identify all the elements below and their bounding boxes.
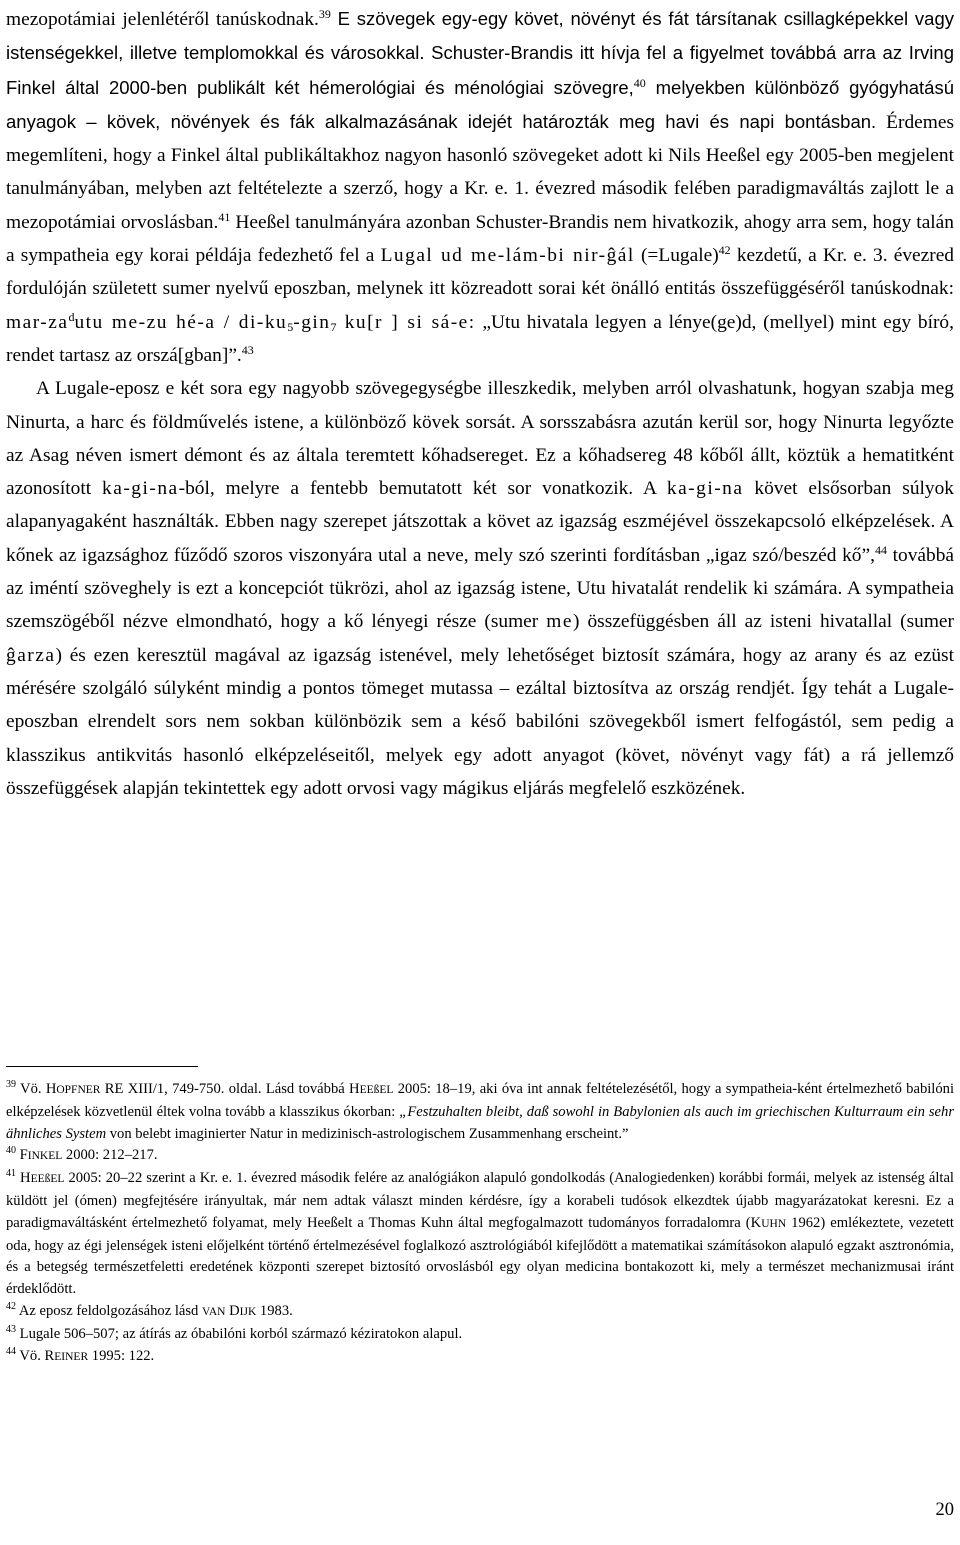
text-run: kezdetű, a Kr. e. 3. évezred fordulóján született sumer nyelvű eposzban, melynek itt közreadott sorai két önálló entitás összefüggéséről tanúskodnak: xyxy=(6,245,954,300)
transliteration: ka-gi-na xyxy=(102,478,179,500)
text-run: melyekben különböző gyógyhatású anyagok – kövek, növények és fák alkalmazásának idejét határozták meg havi és napi bontásban. xyxy=(6,76,954,132)
text-run: Érdemes megemlíteni, hogy a Finkel által publikáltakhoz nagyon hasonló szövegeket adott ki Nils Heeßel egy 2005-ben megjelent tanulmányában, melyben azt feltételezte a szerző, hogy a Kr. e. 1. évezred második felében paradigmaváltás zajlott le a mezopotámiai orvoslásban. xyxy=(6,111,955,233)
footnote-number: 44 xyxy=(6,1345,16,1357)
small-caps: IJK xyxy=(239,1305,257,1318)
footnote-number: 42 xyxy=(6,1300,16,1312)
determinative: d xyxy=(68,309,75,324)
small-caps: EEßEL xyxy=(359,1084,394,1096)
text-run: Vö. H xyxy=(16,1081,57,1097)
text-run: F xyxy=(16,1147,28,1164)
text-run: Lugale 506–507; az átírás az óbabilóni korból származó kéziratokon alapul. xyxy=(16,1325,463,1342)
transliteration: me xyxy=(546,611,573,633)
text-run: D xyxy=(225,1302,240,1319)
footnote-ref-43[interactable]: 43 xyxy=(241,342,254,357)
paragraph-2 xyxy=(6,372,954,805)
text-run: 2005: 18–19, aki óva int annak feltételezésétől, hogy a sympatheia-ként értelmezhető babilóni elképzelések közvetlenül éltek volna tovább a klasszikus ókorban: xyxy=(6,1081,954,1120)
transliteration: mar-za xyxy=(6,311,69,333)
transliteration: ka-gi-na xyxy=(666,478,744,500)
main-text xyxy=(6,2,954,805)
transliteration: Lugal ud me-lám-bi nir-ĝál xyxy=(380,245,635,267)
transliteration: utu me-zu hé-a / di-ku xyxy=(74,311,288,333)
footnote-ref-40[interactable]: 40 xyxy=(633,75,646,90)
footnotes xyxy=(6,1079,954,1368)
text-run: RE XIII/1, 749-750. oldal. Lásd továbbá H xyxy=(100,1081,360,1097)
page-number: 20 xyxy=(935,1500,954,1520)
footnote-41 xyxy=(6,1168,954,1301)
small-caps: EEßEL xyxy=(30,1173,65,1186)
text-run: Heeßel tanulmányára azonban Schuster-Brandis nem hivatkozik, ahogy arra sem, hogy talán a sympatheia egy korai példája fedezhető fel a xyxy=(6,211,954,267)
paragraph-1 xyxy=(6,2,954,372)
small-caps: VAN xyxy=(202,1305,226,1318)
subscript: 7 xyxy=(330,319,337,334)
small-caps: INKEL xyxy=(27,1150,63,1163)
small-caps: OPFNER xyxy=(56,1084,101,1096)
footnote-ref-41[interactable]: 41 xyxy=(218,209,231,224)
text-run: 2000: 212–217. xyxy=(62,1147,158,1164)
footnote-40 xyxy=(6,1145,954,1168)
text-run: mezopotámiai jelenlétéről tanúskodnak. xyxy=(6,9,319,30)
text-run: „Utu hivatala legyen a lénye(ge)d, (mellyel) mint egy bíró, rendet tartasz az orszá[gban]”. xyxy=(6,311,954,366)
text-run: E szövegek egy-egy követ, növényt és fát társítanak csillagképekkel vagy istenségekkel, illetve templomokkal és városokkal. Schuster-Brandis itt hívja fel a figyelmet továbbá arra az Irving Finkel által 2000-ben publikált két hémerológiai és ménológiai szövegre, xyxy=(6,8,954,98)
text-run: (=Lugale) xyxy=(634,245,719,267)
text-run: H xyxy=(16,1170,31,1187)
footnote-ref-42[interactable]: 42 xyxy=(718,243,731,258)
text-run: A Lugale-eposz e két sora egy nagyobb szövegegységbe illeszkedik, melyben arról olvashatunk, hogyan szabja meg Ninurta, a harc és földművelés istene, a különböző kövek sorsát. A sorsszabásra azután kerül sor, hogy Ninurta legyőzte az Asag néven ismert démont és az általa teremtett kőhadsereget. Ez a kőhadsereg 48 kőből állt, köztük a hematitként azonosított xyxy=(6,378,954,500)
italic-quote: „Festzuhalten bleibt, daß sowohl in Babylonien als auch im griechischen Kulturraum ein sehr ähnliches System xyxy=(6,1103,954,1142)
footnote-number: 39 xyxy=(6,1079,16,1090)
transliteration: ku[r ] si sá-e: xyxy=(336,311,476,333)
small-caps: EINER xyxy=(54,1350,89,1363)
text-run: 1983. xyxy=(256,1302,293,1319)
footnote-divider xyxy=(6,1066,198,1067)
footnote-44 xyxy=(6,1346,954,1369)
subscript: 5 xyxy=(287,319,294,334)
text-run: Vö. R xyxy=(16,1347,55,1364)
text-run: ) és ezen keresztül magával az igazság istenével, mely lehetőséget biztosít számára, hogy az arany és az ezüst mérésére szolgáló súlyként mindig a pontos tömeget mutassa – ezáltal biztosítva az ország rendjét. Így tehát a Lugale-eposzban elrendelt sors nem sokban különbözik sem a késő babilóni szövegekből ismert felfogástól, sem pedig a klasszikus antikvitás hasonló elképzeléseitől, melyek egy adott anyagot (követ, növényt vagy fát) a rá jellemző összefüggések alapján tekintettek egy adott orvosi vagy mágikus eljárás megfelelő eszközének. xyxy=(6,644,954,799)
text-run: 2005: 20–22 szerint a Kr. e. 1. évezred második felére az analógiákon alapuló gondolkodás (Analogiedenken) korábbi formái, melyek az istenség által küldött jel (ómen) megfejtésére irányultak, már nem adtak választ minden kérdésre, így a korabeli tudósok elkezdtek újabb magyarázatokat keresni. Ez a paradigmaváltásként értelmezhető folyamat, mely Heeßelt a Thomas Kuhn által megfogalmazott tudományos forradalomra (K xyxy=(6,1170,954,1231)
footnote-number: 40 xyxy=(6,1145,16,1157)
transliteration: -gin xyxy=(293,311,331,333)
text-run: továbbá az iméntí szöveghely is ezt a koncepciót tükrözi, ahol az igazság istene, Utu hivatalát rendelik ki számára. A sympatheia szemszögéből nézve elmondható, hogy a kő lényegi része (sumer xyxy=(6,544,955,633)
text-run: von belebt imaginierter Natur in medizinisch-astrologischem Zusammenhang erscheint.” xyxy=(106,1125,629,1142)
text-run: 1995: 122. xyxy=(88,1347,155,1364)
text-run: -ból, melyre a fentebb bemutatott két sor vonatkozik. A xyxy=(178,478,667,500)
footnote-number: 43 xyxy=(6,1323,16,1335)
footnote-number: 41 xyxy=(6,1168,16,1180)
small-caps: UHN xyxy=(761,1217,787,1230)
text-run: ) összefüggésben áll az isteni hivatallal (sumer xyxy=(572,611,954,633)
footnote-ref-39[interactable]: 39 xyxy=(318,7,331,21)
footnote-42 xyxy=(6,1301,954,1324)
text-run: 1962) emlékeztete, vezetett oda, hogy az égi jelenségek isteni előjelként történő értelmezésével foglalkozó asztrológiából kifejlődött a matematikai számításokon alapuló egzakt asztronómia, és a betegség természetfeletti eredetének központi szerepet biztosító orvoslásból egy olyan medicina bontakozott ki, mely a természet mechanizmusai iránt érdeklődött. xyxy=(6,1214,954,1298)
footnote-43 xyxy=(6,1324,954,1346)
footnote-ref-44[interactable]: 44 xyxy=(874,542,887,557)
footnote-39 xyxy=(6,1079,954,1145)
transliteration: ĝarza xyxy=(6,644,56,666)
text-run: Az eposz feldolgozásához lásd xyxy=(16,1302,203,1319)
text-run: követ elsősorban súlyok alapanyagaként használták. Ebben nagy szerepet játszottak a követ az igazság eszméjével összekapcsoló elképzelések. A kőnek az igazsághoz fűződő szoros viszonyára utal a neve, mely szó szerinti fordításban „igaz szó/beszéd kő”, xyxy=(6,478,954,566)
